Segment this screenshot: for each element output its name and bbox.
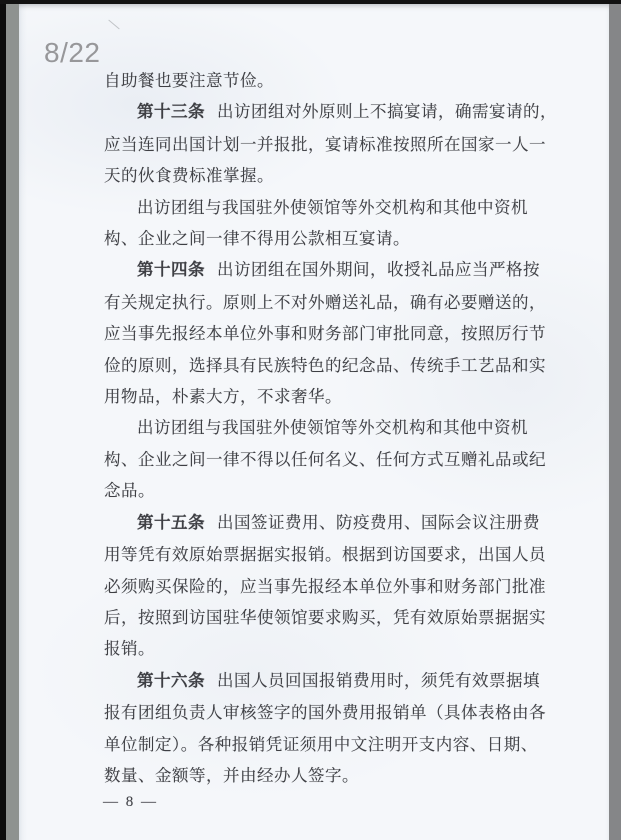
text-line: 必须购买保险的，应当事先报经本单位外事和财务部门批准 [104, 576, 546, 596]
text-line: 念品。 [104, 481, 155, 501]
text-line: 用等凭有效原始票据据实报销。根据到访国要求，出国人员 [104, 545, 546, 565]
document-text-block [104, 65, 557, 791]
text-line: 单位制定）。各种报销凭证须用中文注明开支内容、日期、 [104, 734, 538, 754]
page-indicator: 8/22 [44, 37, 101, 68]
text-line: 出访团组与我国驻外使领馆等外交机构和其他中资机 [137, 197, 528, 217]
viewer-left-gutter [6, 0, 19, 840]
text-line: 报有团组负责人审核签字的国外费用报销单（具体表格由各 [104, 703, 546, 723]
article-heading-line: 第十五条 出国签证费用、防疫费用、国际会议注册费 [137, 512, 540, 532]
text-line: 有关规定执行。原则上不对外赠送礼品，确有必要赠送的， [104, 292, 546, 312]
article-number: 第十四条 [137, 261, 205, 280]
text-line: 出访团组与我国驻外使领馆等外交机构和其他中资机 [137, 418, 528, 438]
text-line: 构、企业之间一律不得以任何名义、任何方式互赠礼品或纪 [104, 449, 546, 469]
text-line: 应当事先报经本单位外事和财务部门审批同意，按照厉行节 [104, 324, 546, 344]
text-line: 自助餐也要注意节俭。 [104, 71, 274, 90]
footer-page-number: — 8 — [103, 794, 158, 810]
text-line: 报销。 [104, 639, 155, 659]
text-line: 后，按照到访国驻华使领馆要求购买，凭有效原始票据据实 [104, 607, 546, 627]
text-line: 应当连同出国计划一并报批，宴请标准按照所在国家一人一 [104, 134, 546, 154]
article-number: 第十三条 [137, 103, 205, 122]
viewer-top-bar [0, 0, 621, 4]
text-line: 天的伙食费标准掌握。 [104, 166, 274, 186]
viewer-right-gutter [609, 0, 621, 840]
text-line: 数量、金额等，并由经办人签字。 [104, 765, 359, 785]
article-heading-line: 第十六条 出国人员回国报销费用时，须凭有效票据填 [137, 670, 540, 690]
article-heading-line: 第十三条 出访团组对外原则上不搞宴请，确需宴请的， [137, 102, 557, 122]
scan-artifact-mark [108, 20, 119, 30]
text-line: 构、企业之间一律不得用公款相互宴请。 [104, 229, 410, 249]
text-line: 用物品，朴素大方，不求奢华。 [104, 387, 342, 407]
article-heading-line: 第十四条 出访团组在国外期间，收授礼品应当严格按 [137, 260, 540, 280]
article-number: 第十六条 [137, 671, 205, 690]
article-number: 第十五条 [137, 513, 205, 532]
text-line: 俭的原则，选择具有民族特色的纪念品、传统手工艺品和实 [104, 355, 546, 375]
